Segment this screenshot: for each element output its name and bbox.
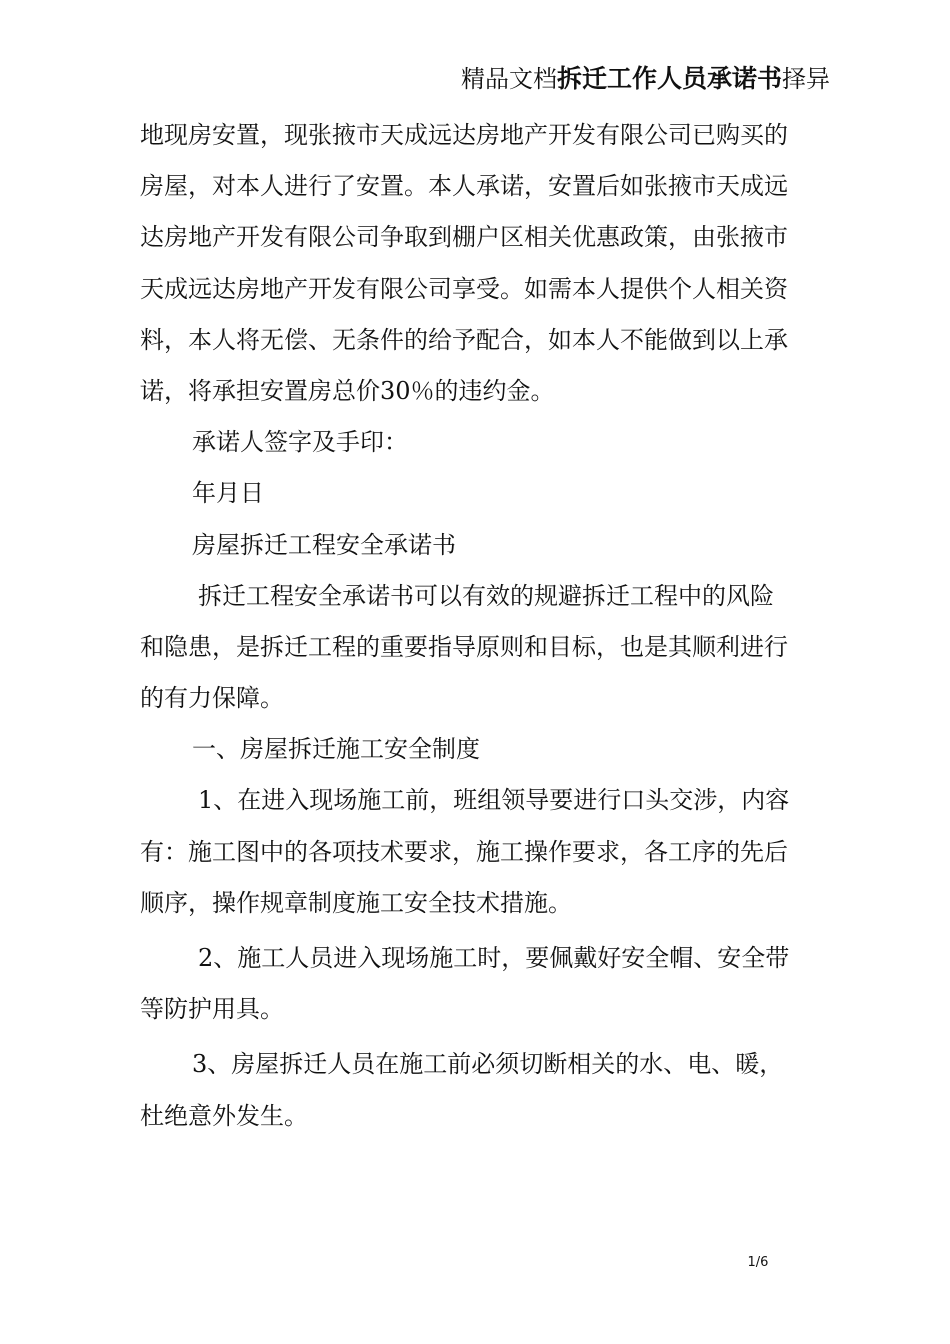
text-line: 拆迁工程安全承诺书可以有效的规避拆迁工程中的风险	[198, 581, 774, 610]
signature-label: 承诺人签字及手印：	[192, 428, 408, 457]
page-header	[140, 62, 830, 96]
text-line: 2、施工人员进入现场施工时，要佩戴好安全帽、安全带	[198, 944, 790, 972]
text-line: 有：施工图中的各项技术要求，施工操作要求，各工序的先后	[140, 837, 788, 866]
text-line: 等防护用具。	[140, 995, 284, 1024]
text-line: 和隐患，是拆迁工程的重要指导原则和目标，也是其顺利进行	[140, 632, 788, 661]
text-line: 顺序，操作规章制度施工安全技术措施。	[140, 888, 572, 917]
text-line: 地现房安置，现张掖市天成远达房地产开发有限公司已购买的	[140, 121, 788, 149]
text-line: 诺，将承担安置房总价30％的违约金。	[140, 376, 555, 405]
section-title: 房屋拆迁工程安全承诺书	[192, 530, 456, 559]
text-line: 1、在进入现场施工前，班组领导要进行口头交涉，内容	[198, 786, 790, 815]
text-line: 杜绝意外发生。	[140, 1101, 308, 1130]
header-prefix: 精品文档	[460, 65, 557, 93]
text-line: 的有力保障。	[140, 684, 284, 713]
header-suffix: 择异	[782, 65, 830, 93]
text-line: 房屋，对本人进行了安置。本人承诺，安置后如张掖市天成远	[140, 172, 788, 201]
date-label: 年月日	[192, 479, 264, 508]
text-line: 料，本人将无偿、无条件的给予配合，如本人不能做到以上承	[140, 325, 788, 354]
document-title: 拆迁工作人员承诺书	[556, 64, 782, 93]
document-body	[140, 110, 840, 1142]
text-line: 3、房屋拆迁人员在施工前必须切断相关的水、电、暖，	[192, 1050, 784, 1079]
page-number: 1/6	[747, 1255, 769, 1270]
text-line: 天成远达房地产开发有限公司享受。如需本人提供个人相关资	[140, 274, 788, 303]
text-line: 达房地产开发有限公司争取到棚户区相关优惠政策，由张掖市	[140, 223, 788, 252]
section-heading: 一、房屋拆迁施工安全制度	[192, 735, 480, 764]
